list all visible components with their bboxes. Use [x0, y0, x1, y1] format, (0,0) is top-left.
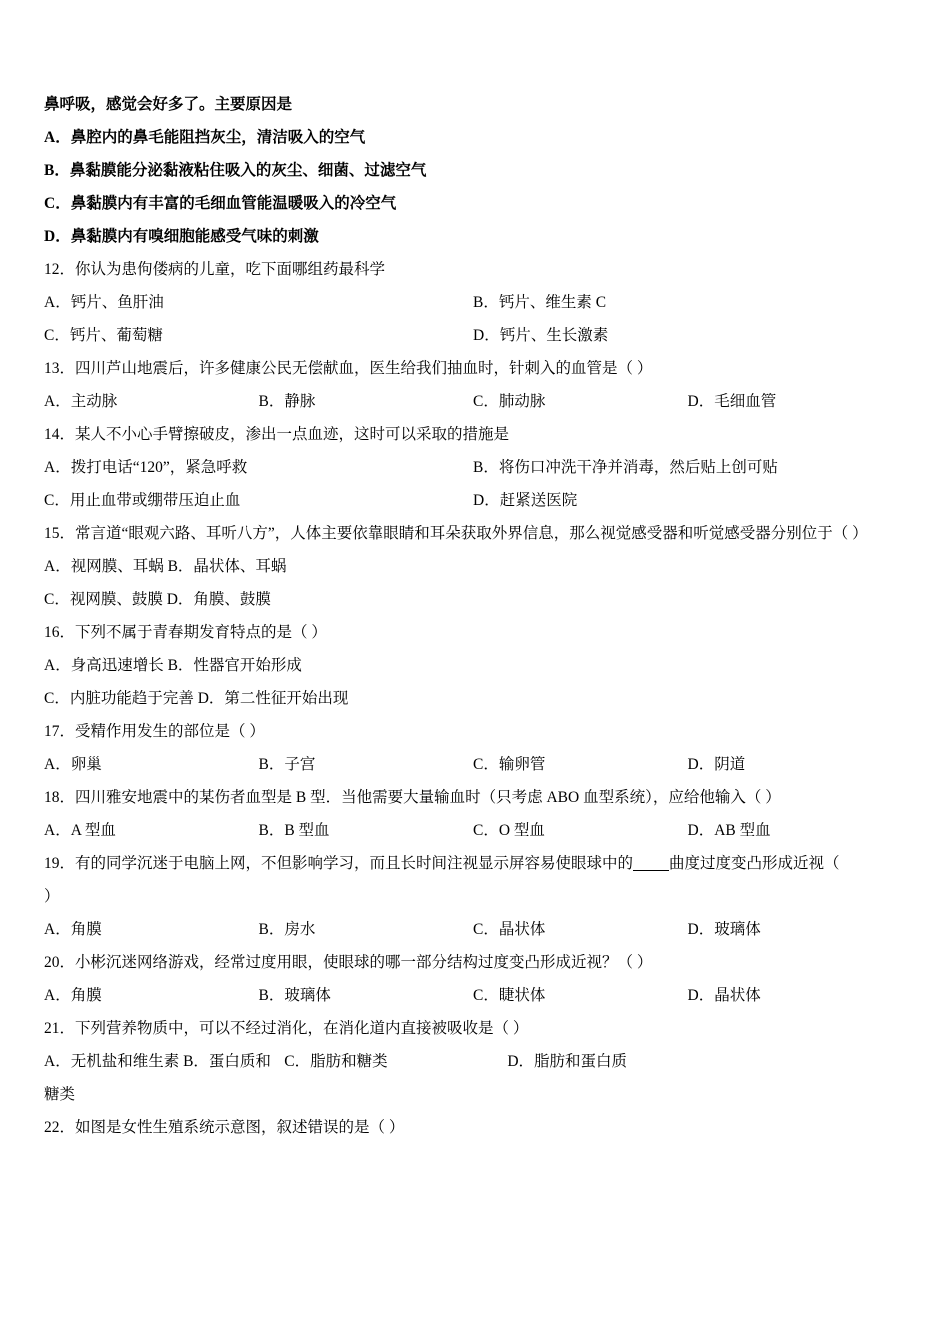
stem-text-before: 19．有的同学沉迷于电脑上网，不但影响学习，而且长时间注视显示屏容易使眼球中的	[44, 855, 634, 872]
option-ab: A．视网膜、耳蜗 B．晶状体、耳蜗	[44, 558, 287, 575]
option-b: B．B 型血	[258, 822, 330, 839]
question-stem: 22．如图是女性生殖系统示意图，叙述错误的是（ ）	[44, 1119, 405, 1136]
option-row	[44, 814, 902, 847]
option-cd: C．视网膜、鼓膜 D．角膜、鼓膜	[44, 591, 271, 608]
option-row	[44, 748, 902, 781]
option-a: A．角膜	[44, 987, 102, 1004]
option-a: A．拨打电话“120”，紧急呼救	[44, 459, 248, 476]
question-stem: 20．小彬沉迷网络游戏，经常过度用眼，使眼球的哪一部分结构过度变凸形成近视？（ ）	[44, 954, 653, 971]
question-stem: 15．常言道“眼观六路、耳听八方”，人体主要依靠眼睛和耳朵获取外界信息，那么视觉感受器和听觉感受器分别位于（ ）	[44, 525, 868, 542]
option-b: B．子宫	[258, 756, 316, 773]
option-d: D．晶状体	[687, 987, 761, 1004]
option-cd: C．内脏功能趋于完善 D．第二性征开始出现	[44, 690, 349, 707]
question-block-21	[44, 1012, 902, 1111]
option-ab: A．身高迅速增长 B．性器官开始形成	[44, 657, 302, 674]
option-b: B．钙片、维生素 C	[473, 294, 607, 311]
question-block-22	[44, 1111, 902, 1144]
option-d: D．鼻黏膜内有嗅细胞能感受气味的刺激	[44, 228, 319, 245]
question-stem: 17．受精作用发生的部位是（ ）	[44, 723, 265, 740]
option-a: A．钙片、鱼肝油	[44, 294, 164, 311]
question-block-14	[44, 418, 902, 517]
option-row	[44, 319, 902, 352]
option-a: A．无机盐和维生素 B．蛋白质和糖类	[44, 1053, 271, 1103]
option-a: A．主动脉	[44, 393, 118, 410]
option-c: C．O 型血	[473, 822, 545, 839]
option-b: C．脂肪和糖类	[284, 1053, 388, 1070]
question-stem: 12．你认为患佝偻病的儿童，吃下面哪组药最科学	[44, 261, 386, 278]
question-block-15	[44, 517, 902, 616]
question-stem: 14．某人不小心手臂擦破皮，渗出一点血迹，这时可以采取的措施是	[44, 426, 510, 443]
option-row	[44, 484, 902, 517]
option-c: C．睫状体	[473, 987, 546, 1004]
question-stem: 21．下列营养物质中，可以不经过消化，在消化道内直接被吸收是（ ）	[44, 1020, 529, 1037]
option-d: D．阴道	[687, 756, 746, 773]
question-block-13	[44, 352, 902, 418]
option-d: D．赶紧送医院	[473, 492, 578, 509]
question-stem	[44, 847, 902, 880]
question-block-11	[44, 88, 902, 253]
option-c: C．鼻黏膜内有丰富的毛细血管能温暖吸入的冷空气	[44, 195, 397, 212]
option-a: A．卵巢	[44, 756, 102, 773]
question-block-19	[44, 847, 902, 946]
option-row	[44, 385, 902, 418]
option-c: C．用止血带或绷带压迫止血	[44, 492, 241, 509]
option-a: A．角膜	[44, 921, 102, 938]
option-a: A．A 型血	[44, 822, 116, 839]
option-row	[44, 451, 902, 484]
option-c: C．输卵管	[473, 756, 546, 773]
option-b: B．静脉	[258, 393, 316, 410]
option-d	[713, 1045, 902, 1111]
option-b: B．房水	[258, 921, 316, 938]
option-row	[44, 286, 902, 319]
option-d: D．钙片、生长激素	[473, 327, 609, 344]
option-c: C．钙片、葡萄糖	[44, 327, 163, 344]
option-row	[44, 979, 902, 1012]
option-row	[44, 913, 902, 946]
question-block-18	[44, 781, 902, 847]
fill-blank	[633, 870, 669, 871]
option-d: D．毛细血管	[687, 393, 777, 410]
option-c: D．脂肪和蛋白质	[507, 1053, 628, 1070]
option-b: B．玻璃体	[258, 987, 331, 1004]
question-block-16	[44, 616, 902, 715]
option-c: C．肺动脉	[473, 393, 546, 410]
option-d: D．AB 型血	[687, 822, 771, 839]
question-stem: 鼻呼吸，感觉会好多了。主要原因是	[44, 96, 293, 113]
question-stem-wrap: ）	[44, 888, 60, 905]
option-b: B．将伤口冲洗干净并消毒，然后贴上创可贴	[473, 459, 778, 476]
question-block-17	[44, 715, 902, 781]
question-stem: 16．下列不属于青春期发育特点的是（ ）	[44, 624, 327, 641]
question-stem: 18．四川雅安地震中的某伤者血型是 B 型．当他需要大量输血时（只考虑 ABO 血型系统），应给他输入（ ）	[44, 789, 781, 806]
option-a: A．鼻腔内的鼻毛能阻挡灰尘，清洁吸入的空气	[44, 129, 366, 146]
stem-text-after: 曲度过度变凸形成近视（	[669, 855, 840, 872]
option-d: D．玻璃体	[687, 921, 761, 938]
option-row	[44, 1045, 902, 1111]
option-b: B．鼻黏膜能分泌黏液粘住吸入的灰尘、细菌、过滤空气	[44, 162, 427, 179]
question-block-20	[44, 946, 902, 1012]
question-block-12	[44, 253, 902, 352]
option-c: C．晶状体	[473, 921, 546, 938]
question-stem: 13．四川芦山地震后，许多健康公民无偿献血，医生给我们抽血时，针刺入的血管是（ ）	[44, 360, 653, 377]
